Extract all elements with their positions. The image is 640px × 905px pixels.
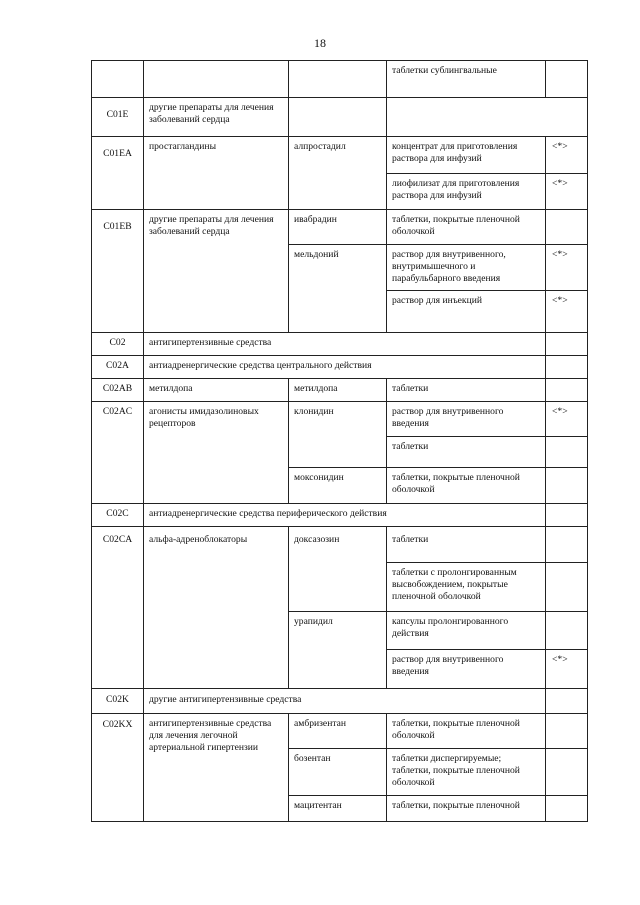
table-row xyxy=(92,137,588,174)
group-cell: другие препараты для лечения заболеваний сердца xyxy=(144,98,289,137)
form-cell: концентрат для приготовления раствора для инфузий xyxy=(387,137,546,174)
page-number: 18 xyxy=(314,36,326,50)
note-cell xyxy=(546,437,588,468)
note-cell xyxy=(546,563,588,612)
atc-code-cell: C02KX xyxy=(92,714,144,822)
form-cell: таблетки, покрытые пленочной оболочкой xyxy=(387,468,546,504)
table-row xyxy=(92,402,588,437)
form-cell: раствор для инъекций xyxy=(387,291,546,333)
form-cell: раствор для внутривенного, внутримышечного и парабульбарного введения xyxy=(387,245,546,291)
note-cell xyxy=(546,61,588,98)
form-cell: таблетки xyxy=(387,527,546,563)
drug-cell xyxy=(289,98,387,137)
table-row xyxy=(92,689,588,714)
atc-code-cell: C01EB xyxy=(92,210,144,333)
atc-code-cell: C02C xyxy=(92,504,144,527)
note-cell xyxy=(546,749,588,796)
drug-cell: амбризентан xyxy=(289,714,387,749)
atc-code-cell: C02AC xyxy=(92,402,144,504)
form-cell: раствор для внутривенного введения xyxy=(387,650,546,689)
group-cell: антигипертензивные средства xyxy=(144,333,546,356)
note-cell: <*> xyxy=(546,291,588,333)
form-cell: таблетки, покрытые пленочной оболочкой xyxy=(387,210,546,245)
note-cell: <*> xyxy=(546,174,588,210)
form-cell xyxy=(387,98,588,137)
form-cell: таблетки, покрытые пленочной оболочкой xyxy=(387,714,546,749)
group-cell: антиадренергические средства центрального действия xyxy=(144,356,546,379)
note-cell: <*> xyxy=(546,137,588,174)
note-cell xyxy=(546,210,588,245)
form-cell: таблетки xyxy=(387,379,546,402)
note-cell xyxy=(546,796,588,822)
group-cell: антиадренергические средства периферического действия xyxy=(144,504,546,527)
note-cell xyxy=(546,356,588,379)
group-cell: метилдопа xyxy=(144,379,289,402)
drug-cell xyxy=(289,61,387,98)
table-row xyxy=(92,61,588,98)
table-row xyxy=(92,333,588,356)
drug-cell: урапидил xyxy=(289,612,387,689)
group-cell: антигипертензивные средства для лечения легочной артериальной гипертензии xyxy=(144,714,289,822)
note-cell xyxy=(546,612,588,650)
atc-code-cell: C01E xyxy=(92,98,144,137)
atc-code-cell: C02K xyxy=(92,689,144,714)
group-cell xyxy=(144,61,289,98)
group-cell: агонисты имидазолиновых рецепторов xyxy=(144,402,289,504)
drug-cell: мельдоний xyxy=(289,245,387,333)
form-cell: таблетки сублингвальные xyxy=(387,61,546,98)
form-cell: капсулы пролонгированного действия xyxy=(387,612,546,650)
form-cell: таблетки диспергируемые; таблетки, покрытые пленочной оболочкой xyxy=(387,749,546,796)
table-row xyxy=(92,527,588,563)
atc-code-cell: C02AB xyxy=(92,379,144,402)
drug-cell: ивабрадин xyxy=(289,210,387,245)
table-row xyxy=(92,379,588,402)
drug-cell: метилдопа xyxy=(289,379,387,402)
table-row xyxy=(92,714,588,749)
atc-code-cell: C02CA xyxy=(92,527,144,689)
drug-cell: клонидин xyxy=(289,402,387,468)
form-cell: лиофилизат для приготовления раствора для инфузий xyxy=(387,174,546,210)
table-row xyxy=(92,210,588,245)
atc-code-cell: C02A xyxy=(92,356,144,379)
note-cell: <*> xyxy=(546,402,588,437)
note-cell xyxy=(546,379,588,402)
form-cell: раствор для внутривенного введения xyxy=(387,402,546,437)
note-cell xyxy=(546,504,588,527)
atc-code-cell xyxy=(92,61,144,98)
note-cell xyxy=(546,527,588,563)
drug-cell: доксазозин xyxy=(289,527,387,612)
note-cell: <*> xyxy=(546,245,588,291)
note-cell: <*> xyxy=(546,650,588,689)
atc-code-cell: C02 xyxy=(92,333,144,356)
drug-table xyxy=(91,60,588,822)
drug-cell: бозентан xyxy=(289,749,387,796)
note-cell xyxy=(546,333,588,356)
atc-code-cell: C01EA xyxy=(92,137,144,210)
group-cell: простагландины xyxy=(144,137,289,210)
drug-cell: мацитентан xyxy=(289,796,387,822)
form-cell: таблетки с пролонгированным высвобождением, покрытые пленочной оболочкой xyxy=(387,563,546,612)
table-row xyxy=(92,98,588,137)
note-cell xyxy=(546,714,588,749)
table-row xyxy=(92,504,588,527)
group-cell: другие препараты для лечения заболеваний сердца xyxy=(144,210,289,333)
table-row xyxy=(92,356,588,379)
drug-cell: моксонидин xyxy=(289,468,387,504)
form-cell: таблетки xyxy=(387,437,546,468)
note-cell xyxy=(546,468,588,504)
form-cell: таблетки, покрытые пленочной xyxy=(387,796,546,822)
group-cell: альфа-адреноблокаторы xyxy=(144,527,289,689)
group-cell: другие антигипертензивные средства xyxy=(144,689,546,714)
drug-cell: алпростадил xyxy=(289,137,387,210)
note-cell xyxy=(546,689,588,714)
